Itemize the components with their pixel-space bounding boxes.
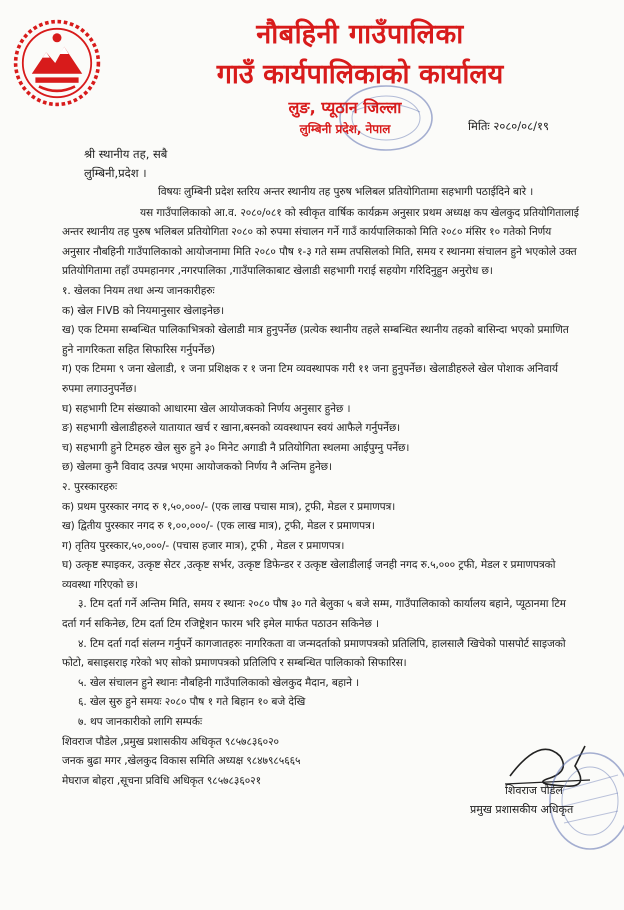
letter-body	[62, 183, 582, 791]
intro-paragraph: यस गाउँपालिकाको आ.व. २०८०/०८१ को स्वीकृत वार्षिक कार्यक्रम अनुसार प्रथम अध्यक्ष कप खेलकुद प्रतियोगितालाई अन्तर स्थानीय तह पुरुष भलिबल प्रतियोगिता २०८० को रुपमा संचालन गर्ने गाउँ कार्यपालिकाको मिति २०८० मंसिर १० गतेको निर्णय अनुसार नौबहिनी गाउँपालिकाको आयोजनामा मिति २०८० पौष १-३ गते सम्म तपसिलको मिति, समय र स्थानमा संचालन हुने भएकोले उक्त प्रतियोगितामा तहाँ उपमहानगर ,नगरपालिका ,गाउँपालिकाबाट खेलाडी सहभागी गराई सहयोग गरिदिनुहुन अनुरोध छ।	[62, 206, 579, 278]
official-seal-stamp	[530, 745, 624, 855]
rule-item: च) सहभागी हुने टिमहरु खेल सुरु हुने ३० मिनेट अगाडी नै प्रतियोगिता स्थलमा आईपुग्नु पर्नेछ।	[62, 441, 410, 454]
rule-item: छ) खेलमा कुनै विवाद उत्पन्न भएमा आयोजकको निर्णय नै अन्तिम हुनेछ।	[62, 461, 332, 474]
contact-item: मेघराज बोहरा ,सूचना प्रविधि अधिकृत ९८५७८३६०२१	[62, 774, 261, 787]
office-seal-stamp	[320, 82, 440, 156]
office-location-line2: लुम्बिनी प्रदेश, नेपाल	[299, 122, 391, 136]
start-time-paragraph: ६. खेल सुरु हुने समयः २०८० पौष १ गते बिहान १० बजे देखि	[78, 696, 306, 709]
signatory-title: प्रमुख प्रशासकीय अधिकृत	[470, 803, 574, 816]
signatory-name: शिवराज पौडेल	[505, 784, 563, 797]
office-location-line1: लुङ, प्यूठान जिल्ला	[288, 98, 402, 117]
rule-item: घ) सहभागी टिम संख्याको आधारमा खेल आयोजकको निर्णय अनुसार हुनेछ ।	[62, 402, 351, 415]
prize-item: ख) द्वितीय पुरस्कार नगद रु १,००,०००/- (एक लाख मात्र), ट्रफी, मेडल र प्रमाणपत्र।	[62, 520, 375, 533]
venue-paragraph: ५. खेल संचालन हुने स्थानः नौबहिनी गाउँपालिकाको खेलकुद मैदान, बहाने ।	[78, 676, 360, 689]
documents-paragraph: ४. टिम दर्ता गर्दा संलग्न गर्नुपर्ने कागजातहरुः नागरिकता वा जन्मदर्ताको प्रमाणपत्रको प्रतिलिपि, हालसालै खिचेको पासपोर्ट साइजको फोटो, बसाइसराइ गरेको भए सोको प्रमाणपत्रको प्रतिलिपि र सम्बन्धित पालिकाको सिफारिस।	[62, 637, 566, 670]
rule-item: ङ) सहभागी खेलाडीहरुले यातायात खर्च र खाना,बस्नको व्यवस्थापन स्वयं आफैले गर्नुपर्नेछ।	[62, 422, 401, 435]
prizes-heading: २. पुरस्कारहरुः	[62, 480, 118, 493]
rule-item: क) खेल FIVB को नियमानुसार खेलाइनेछ।	[62, 304, 225, 317]
prize-item: ग) तृतिय पुरस्कार,५०,०००/- (पचास हजार मात्र), ट्रफी , मेडल र प्रमाणपत्र।	[62, 539, 345, 552]
contact-item: जनक बुढा मगर ,खेलकुद विकास समिति अध्यक्ष ९८४७९८५६६५	[62, 755, 301, 768]
rules-heading: १. खेलका नियम तथा अन्य जानकारीहरुः	[62, 284, 215, 297]
letter-subject: विषयः लुम्बिनी प्रदेश स्तरिय अन्तर स्थानीय तह पुरुष भलिबल प्रतियोगितामा सहभागी पठाईदिने बारे ।	[158, 186, 534, 198]
recipient-line1: श्री स्थानीय तह, सबै	[84, 147, 168, 161]
contacts-heading: ७. थप जानकारीको लागि सम्पर्कः	[78, 716, 203, 729]
office-title-line1: नौबहिनी गाउँपालिका	[256, 19, 464, 50]
registration-paragraph: ३. टिम दर्ता गर्ने अन्तिम मिति, समय र स्थानः २०८० पौष ३० गते बेलुका ५ बजे सम्म, गाउँपालिकाको कार्यालय बहाने, प्यूठानमा टिम दर्ता गर्न सकिनेछ, टिम दर्ता टिम रजिष्ट्रेशन फारम भरि इमेल मार्फत पठाउन सकिनेछ ।	[62, 598, 566, 631]
prize-item: क) प्रथम पुरस्कार नगद रु १,५०,०००/- (एक लाख पचास मात्र), ट्रफी, मेडल र प्रमाणपत्र।	[62, 500, 396, 513]
letter-date: मितिः २०८०/०८/१९	[468, 119, 549, 133]
rule-item: ग) एक टिममा ९ जना खेलाडी, १ जना प्रशिक्षक र १ जना टिम व्यवस्थापक गरी ११ जना हुनुपर्नेछ। खेलाडीहरुले खेल पोशाक अनिवार्य रुपमा लगाउनुपर्नेछ।	[62, 363, 558, 395]
rule-item: ख) एक टिममा सम्बन्धित पालिकाभित्रको खेलाडी मात्र हुनुपर्नेछ (प्रत्येक स्थानीय तहले सम्बन्धित स्थानीय तहको बासिन्दा भएको प्रमाणित हुने नागरिकता सहित सिफारिस गर्नुपर्नेछ)	[62, 324, 569, 356]
recipient-line2: लुम्बिनी,प्रदेश ।	[84, 166, 147, 180]
municipality-emblem-logo	[12, 18, 102, 108]
office-title-line2: गाउँ कार्यपालिकाको कार्यालय	[216, 59, 504, 90]
contact-item: शिवराज पौडेल ,प्रमुख प्रशासकीय अधिकृत ९८५७८३६०२०	[62, 735, 279, 748]
prize-item: घ) उत्कृष्ट स्पाइकर, उत्कृष्ट सेटर ,उत्कृष्ट सर्भर, उत्कृष्ट डिफेन्डर र उत्कृष्ट खेलाडीलाई जनही नगद रु.५,००० ट्रफी, मेडल र प्रमाणपत्रको व्यवस्था गरिएको छ।	[62, 559, 556, 591]
